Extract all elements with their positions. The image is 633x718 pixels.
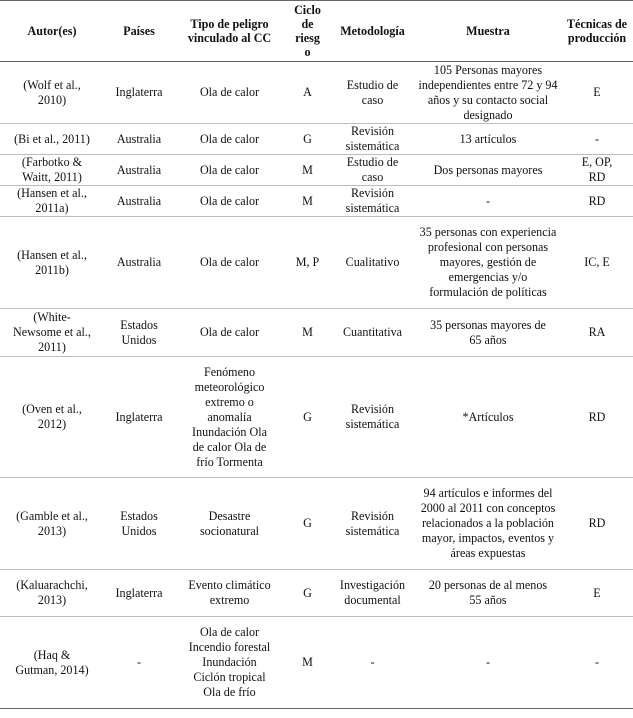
table-row: [0, 570, 633, 617]
cell-autor: (Wolf et al., 2010): [23, 77, 81, 107]
table-row: [0, 617, 633, 709]
cell-muestra: 35 personas con experiencia profesional con personas mayores, gestión de emergencias y/o formulación de políticas: [419, 225, 557, 299]
cell-metodologia: Investigación documental: [339, 578, 406, 607]
cell-pais: Inglaterra: [115, 409, 163, 424]
cell-pais: Inglaterra: [115, 85, 163, 99]
cell-pais: Inglaterra: [115, 585, 163, 600]
cell-ciclo: G: [303, 585, 312, 600]
cell-ciclo: M: [302, 655, 313, 669]
cell-tipo: Ola de calor: [199, 162, 260, 177]
cell-metodologia: Revisión sistemática: [345, 402, 400, 431]
cell-tecnicas: -: [594, 131, 600, 146]
table-row: [0, 62, 633, 124]
table-row: [0, 309, 633, 357]
cell-tecnicas: RA: [588, 325, 606, 339]
cell-tecnicas: E: [593, 585, 601, 600]
cell-ciclo: M: [302, 162, 313, 177]
cell-metodologia: Revisión sistemática: [345, 508, 400, 538]
table-row: [0, 357, 633, 478]
cell-metodologia: Revisión sistemática: [345, 186, 400, 215]
cell-tipo: Evento climático extremo: [188, 578, 271, 607]
cell-autor: (Haq & Gutman, 2014): [15, 647, 89, 677]
cell-tecnicas: RD: [588, 409, 606, 424]
cell-pais: Australia: [116, 255, 162, 269]
table-row: [0, 124, 633, 155]
cell-tipo: Ola de calor: [199, 131, 260, 146]
cell-muestra: 20 personas de al menos 55 años: [428, 578, 548, 607]
cell-metodologia: Estudio de caso: [346, 155, 399, 184]
cell-metodologia: Cualitativo: [345, 255, 400, 269]
cell-autor: (Farbotko & Waitt, 2011): [21, 155, 83, 184]
cell-pais: Australia: [116, 193, 162, 208]
cell-metodologia: -: [370, 655, 375, 669]
cell-metodologia: Estudio de caso: [346, 77, 399, 107]
table-row: [0, 155, 633, 186]
cell-ciclo: M, P: [295, 255, 320, 269]
header-autor: Autor(es): [0, 1, 104, 62]
cell-ciclo: G: [303, 516, 312, 530]
header-muestra: Muestra: [415, 1, 561, 62]
cell-pais: Australia: [116, 131, 162, 146]
cell-muestra: *Artículos: [462, 409, 514, 424]
cell-ciclo: G: [303, 131, 312, 146]
header-row: [0, 1, 633, 62]
cell-tipo: Ola de calor: [199, 85, 260, 99]
header-tipo: Tipo de peligro vinculado al CC: [174, 1, 285, 62]
cell-muestra: -: [485, 193, 491, 208]
cell-tecnicas: -: [594, 655, 600, 669]
cell-tecnicas: IC, E: [584, 255, 610, 269]
cell-ciclo: M: [302, 325, 313, 339]
cell-autor: (Hansen et al., 2011a): [17, 186, 87, 215]
cell-metodologia: Revisión sistemática: [345, 124, 400, 153]
cell-muestra: 35 personas mayores de 65 años: [430, 317, 546, 347]
header-ciclo: Ciclo de riesgo: [285, 1, 330, 62]
cell-pais: Estados Unidos: [120, 508, 158, 538]
cell-tecnicas: E, OP, RD: [581, 155, 613, 184]
header-paises: Países: [104, 1, 174, 62]
cell-pais: -: [136, 655, 142, 669]
cell-tipo: Desastre socionatural: [199, 508, 260, 538]
cell-metodologia: Cuantitativa: [342, 325, 403, 339]
cell-autor: (White-Newsome et al., 2011): [13, 310, 91, 354]
cell-autor: (Kaluarachchi, 2013): [16, 578, 88, 607]
cell-autor: (Gamble et al., 2013): [16, 508, 88, 538]
table-row: [0, 478, 633, 570]
header-metodologia: Metodología: [330, 1, 415, 62]
cell-ciclo: G: [303, 409, 312, 424]
cell-tipo: Ola de calor: [199, 255, 260, 269]
header-tecnicas: Técnicas de producción: [561, 1, 633, 62]
cell-tipo: Ola de calor Incendio forestal Inundación Ciclón tropical Ola de frío: [188, 625, 271, 699]
table-row: [0, 217, 633, 309]
cell-muestra: 94 artículos e informes del 2000 al 2011 con conceptos relacionados a la población mayor, impactos, eventos y áreas expuestas: [420, 486, 556, 560]
cell-autor: (Bi et al., 2011): [14, 131, 90, 146]
cell-tecnicas: RD: [588, 193, 606, 208]
cell-muestra: 105 Personas mayores independientes entre 72 y 94 años y su contacto social designado: [418, 62, 558, 122]
cell-tecnicas: RD: [588, 516, 606, 530]
cell-tipo: Fenómeno meteorológico extremo o anomalía Inundación Ola de calor Ola de frío Tormenta: [192, 364, 267, 469]
cell-tecnicas: E: [593, 85, 601, 99]
cell-pais: Estados Unidos: [120, 317, 158, 347]
cell-autor: (Oven et al., 2012): [22, 402, 82, 431]
cell-muestra: Dos personas mayores: [433, 162, 543, 177]
cell-ciclo: A: [303, 85, 312, 99]
cell-autor: (Hansen et al., 2011b): [17, 247, 87, 277]
cell-tipo: Ola de calor: [199, 193, 260, 208]
cell-muestra: 13 artículos: [459, 131, 517, 146]
cell-ciclo: M: [302, 193, 313, 208]
cell-tipo: Ola de calor: [199, 325, 260, 339]
table-row: [0, 186, 633, 217]
cell-muestra: -: [485, 655, 491, 669]
cell-pais: Australia: [116, 162, 162, 177]
